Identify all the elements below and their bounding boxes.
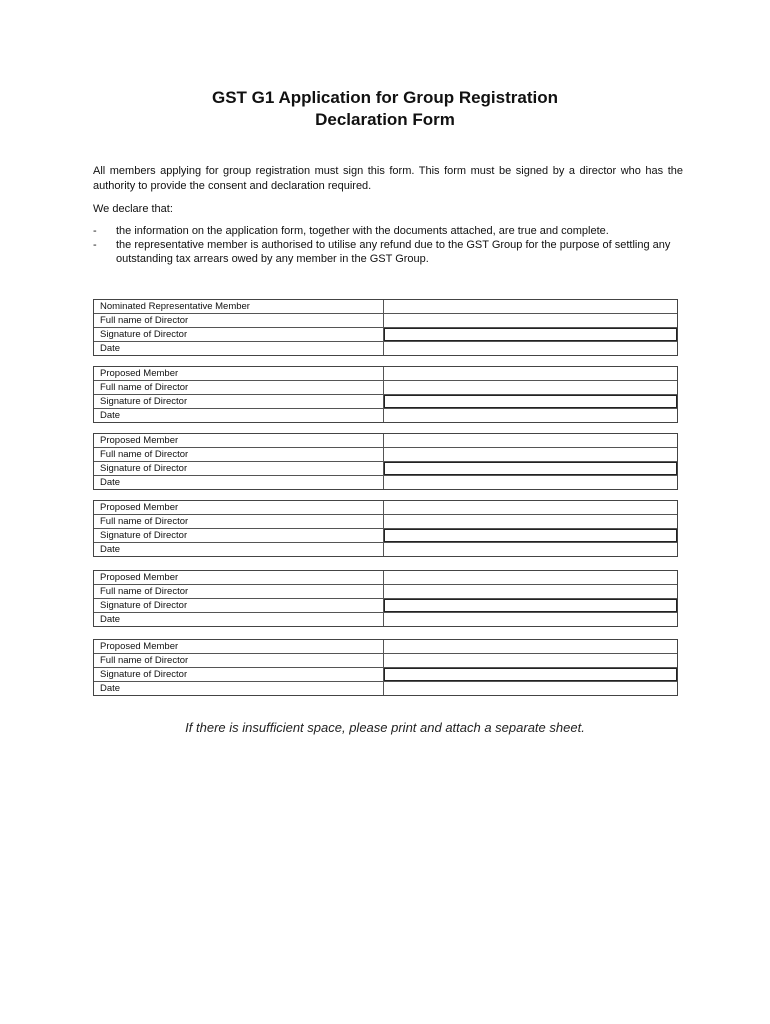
intro-paragraph: All members applying for group registration must sign this form. This form must be signed by a director who has the authority to provide the consent and declaration required. (93, 165, 683, 192)
signature-label: Signature of Director (94, 529, 384, 542)
signature-row (94, 667, 677, 681)
director-name-field[interactable] (384, 314, 677, 327)
block-header-row (94, 640, 677, 653)
block-header-label: Proposed Member (94, 367, 384, 380)
date-field[interactable] (384, 613, 677, 626)
signature-field[interactable] (384, 668, 677, 681)
date-label: Date (94, 613, 384, 626)
block-header-row (94, 501, 677, 514)
director-name-label: Full name of Director (94, 314, 384, 327)
date-row (94, 542, 677, 556)
member-block-proposed (93, 433, 678, 490)
we-declare-text: We declare that: (93, 203, 173, 215)
director-name-row (94, 380, 677, 394)
signature-label: Signature of Director (94, 668, 384, 681)
signature-row (94, 461, 677, 475)
signature-row (94, 394, 677, 408)
declaration-text: the information on the application form, together with the documents attached, are true and complete. (116, 225, 609, 237)
block-header-cell (384, 367, 677, 380)
director-name-label: Full name of Director (94, 585, 384, 598)
director-name-row (94, 514, 677, 528)
director-name-row (94, 653, 677, 667)
date-label: Date (94, 543, 384, 556)
director-name-label: Full name of Director (94, 381, 384, 394)
date-label: Date (94, 476, 384, 489)
signature-row (94, 327, 677, 341)
signature-field[interactable] (384, 462, 677, 475)
signature-field[interactable] (384, 599, 677, 612)
director-name-label: Full name of Director (94, 448, 384, 461)
date-label: Date (94, 409, 384, 422)
block-header-row (94, 300, 677, 313)
date-field[interactable] (384, 342, 677, 355)
block-header-cell (384, 300, 677, 313)
director-name-row (94, 447, 677, 461)
block-header-cell (384, 434, 677, 447)
block-header-row (94, 367, 677, 380)
form-title: GST G1 Application for Group Registration (212, 88, 558, 107)
signature-field[interactable] (384, 529, 677, 542)
director-name-label: Full name of Director (94, 515, 384, 528)
signature-row (94, 598, 677, 612)
signature-row (94, 528, 677, 542)
director-name-label: Full name of Director (94, 654, 384, 667)
declaration-item (93, 224, 677, 238)
signature-label: Signature of Director (94, 462, 384, 475)
block-header-label: Proposed Member (94, 640, 384, 653)
member-block-proposed (93, 639, 678, 696)
date-row (94, 408, 677, 422)
date-row (94, 475, 677, 489)
member-block-proposed (93, 366, 678, 423)
director-name-field[interactable] (384, 515, 677, 528)
bullet-dash: - (93, 239, 97, 251)
director-name-field[interactable] (384, 381, 677, 394)
date-field[interactable] (384, 409, 677, 422)
date-field[interactable] (384, 476, 677, 489)
block-header-cell (384, 501, 677, 514)
date-field[interactable] (384, 682, 677, 695)
block-header-label: Proposed Member (94, 571, 384, 584)
signature-label: Signature of Director (94, 328, 384, 341)
date-row (94, 681, 677, 695)
date-row (94, 612, 677, 626)
date-field[interactable] (384, 543, 677, 556)
member-block-representative (93, 299, 678, 356)
director-name-field[interactable] (384, 585, 677, 598)
declaration-item (93, 238, 677, 266)
director-name-row (94, 313, 677, 327)
director-name-field[interactable] (384, 654, 677, 667)
block-header-label: Proposed Member (94, 434, 384, 447)
block-header-cell (384, 640, 677, 653)
member-block-proposed (93, 570, 678, 627)
signature-label: Signature of Director (94, 599, 384, 612)
block-header-label: Nominated Representative Member (94, 300, 384, 313)
declaration-text: the representative member is authorised to utilise any refund due to the GST Group for the purpose of settling any outstanding tax arrears owed by any member in the GST Group. (116, 239, 671, 265)
date-row (94, 341, 677, 355)
form-subtitle: Declaration Form (315, 110, 455, 129)
bullet-dash: - (93, 225, 97, 237)
signature-field[interactable] (384, 395, 677, 408)
signature-label: Signature of Director (94, 395, 384, 408)
director-name-field[interactable] (384, 448, 677, 461)
signature-field[interactable] (384, 328, 677, 341)
block-header-cell (384, 571, 677, 584)
block-header-row (94, 434, 677, 447)
declaration-list (93, 224, 677, 266)
block-header-label: Proposed Member (94, 501, 384, 514)
date-label: Date (94, 342, 384, 355)
block-header-row (94, 571, 677, 584)
insufficient-space-note: If there is insufficient space, please print and attach a separate sheet. (185, 720, 585, 735)
director-name-row (94, 584, 677, 598)
date-label: Date (94, 682, 384, 695)
member-block-proposed (93, 500, 678, 557)
